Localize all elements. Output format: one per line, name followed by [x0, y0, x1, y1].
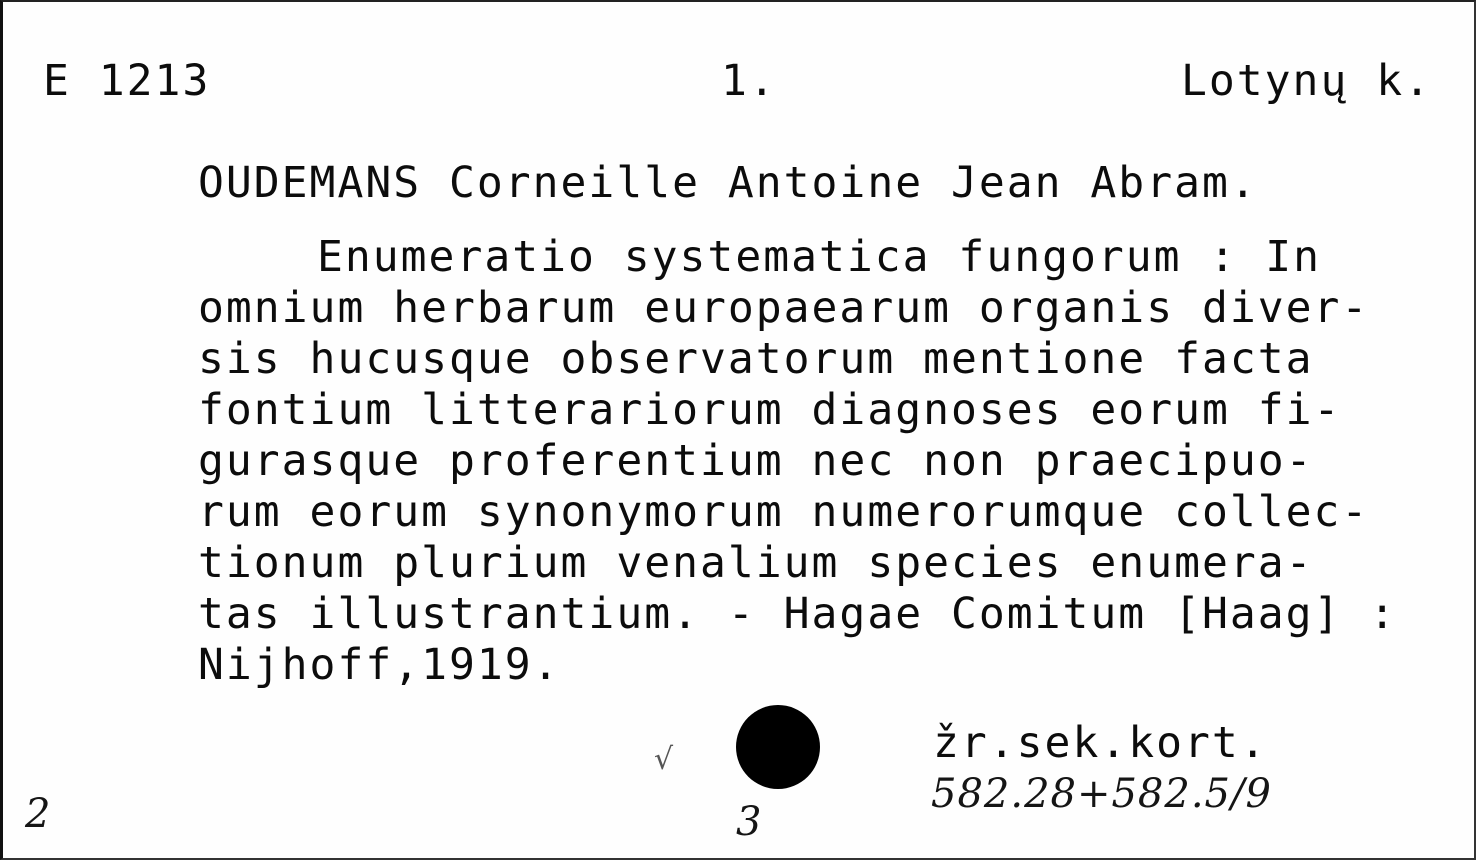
punch-hole: [736, 705, 820, 789]
check-mark: √: [654, 742, 674, 777]
card-number: 1.: [721, 56, 777, 106]
title-line: tionum plurium venalium species enumera-: [198, 538, 1314, 588]
language-label: Lotynų k.: [1181, 56, 1432, 106]
title-line: Enumeratio systematica fungorum : In: [317, 232, 1321, 282]
title-line: Nijhoff,1919.: [198, 640, 561, 690]
title-line: tas illustrantium. - Hagae Comitum [Haag] :: [198, 589, 1398, 639]
title-line: gurasque proferentium nec non praecipuo-: [198, 436, 1314, 486]
classification-number: 582.28+582.5/9: [931, 771, 1272, 817]
author-heading: OUDEMANS Corneille Antoine Jean Abram.: [198, 158, 1258, 208]
title-line: omnium herbarum europaearum organis diver-: [198, 283, 1370, 333]
handwritten-bottom-number: 3: [736, 799, 762, 845]
title-line: fontium litterariorum diagnoses eorum fi-: [198, 385, 1342, 435]
cross-reference: žr.sek.kort.: [933, 718, 1268, 768]
call-number: E 1213: [43, 56, 211, 106]
handwritten-left-number: 2: [25, 791, 51, 837]
title-line: rum eorum synonymorum numerorumque collec-: [198, 487, 1370, 537]
title-line: sis hucusque observatorum mentione facta: [198, 334, 1314, 384]
